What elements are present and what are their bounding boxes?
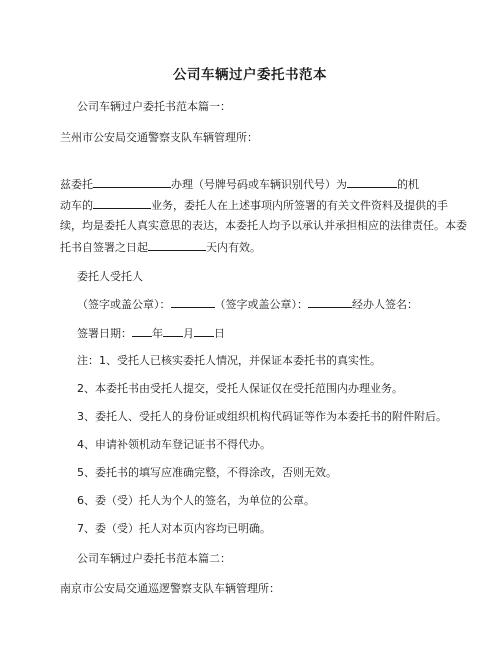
body-text: 动车的 bbox=[60, 199, 93, 212]
body-line-3: 续，均是委托人真实意思的表达，本委托人均予以承认并承担相应的法律责任。本委 bbox=[60, 219, 467, 232]
date-line bbox=[77, 326, 225, 341]
body-text: 兹委托 bbox=[60, 178, 93, 191]
body-line-1 bbox=[60, 177, 419, 192]
addressee-2: 南京市公安局交通巡逻警察支队车辆管理所： bbox=[60, 582, 280, 595]
principal-signature-blank[interactable] bbox=[171, 297, 215, 308]
agent-name-blank[interactable] bbox=[93, 177, 171, 188]
date-label: 签署日期： bbox=[77, 327, 132, 340]
note-item: 5、委托书的填写应准确完整，不得涂改，否则无效。 bbox=[77, 466, 337, 479]
document-title: 公司车辆过户委托书范本 bbox=[173, 67, 327, 83]
note-item: 3、委托人、受托人的身份证或组织机构代码证等作为本委托书的附件附后。 bbox=[77, 410, 447, 423]
body-text: 的机 bbox=[397, 178, 419, 191]
body-text: 办理（号牌号码或车辆识别代号）为 bbox=[171, 178, 347, 191]
note-item: 注：1、受托人已核实委托人情况，并保证本委托书的真实性。 bbox=[77, 354, 381, 367]
body-line-2 bbox=[60, 198, 448, 213]
seal-label-2: （签字或盖公章）： bbox=[214, 298, 308, 311]
agent-signature-blank[interactable] bbox=[308, 297, 352, 308]
day-blank[interactable] bbox=[194, 326, 214, 337]
month-blank[interactable] bbox=[163, 326, 183, 337]
body-line-4 bbox=[60, 240, 261, 255]
handler-signature-label: 经办人签名： bbox=[352, 298, 418, 311]
note-item: 4、申请补领机动车登记证书不得代办。 bbox=[77, 438, 271, 451]
business-type-blank[interactable] bbox=[93, 198, 151, 209]
body-text: 业务，委托人在上述事项内所签署的有关文件资料及提供的手 bbox=[151, 199, 448, 212]
plate-number-blank[interactable] bbox=[347, 177, 397, 188]
signature-line bbox=[77, 297, 418, 312]
year-label: 年 bbox=[152, 327, 163, 340]
addressee-1: 兰州市公安局交通警察支队车辆管理所： bbox=[60, 131, 258, 144]
part1-heading: 公司车辆过户委托书范本篇一： bbox=[77, 100, 231, 113]
seal-label-1: （签字或盖公章）： bbox=[77, 298, 171, 311]
note-item: 2、本委托书由受托人提交，受托人保证仅在受托范围内办理业务。 bbox=[77, 382, 403, 395]
body-text: 天内有效。 bbox=[206, 241, 261, 254]
valid-days-blank[interactable] bbox=[148, 240, 206, 251]
note-item: 6、委（受）托人为个人的签名，为单位的公章。 bbox=[77, 494, 315, 507]
part2-heading: 公司车辆过户委托书范本篇二： bbox=[77, 552, 231, 565]
parties-label: 委托人受托人 bbox=[77, 270, 143, 283]
note-item: 7、委（受）托人对本页内容均已明确。 bbox=[77, 522, 271, 535]
year-blank[interactable] bbox=[132, 326, 152, 337]
month-label: 月 bbox=[183, 327, 194, 340]
day-label: 日 bbox=[214, 327, 225, 340]
body-text: 托书自签署之日起 bbox=[60, 241, 148, 254]
